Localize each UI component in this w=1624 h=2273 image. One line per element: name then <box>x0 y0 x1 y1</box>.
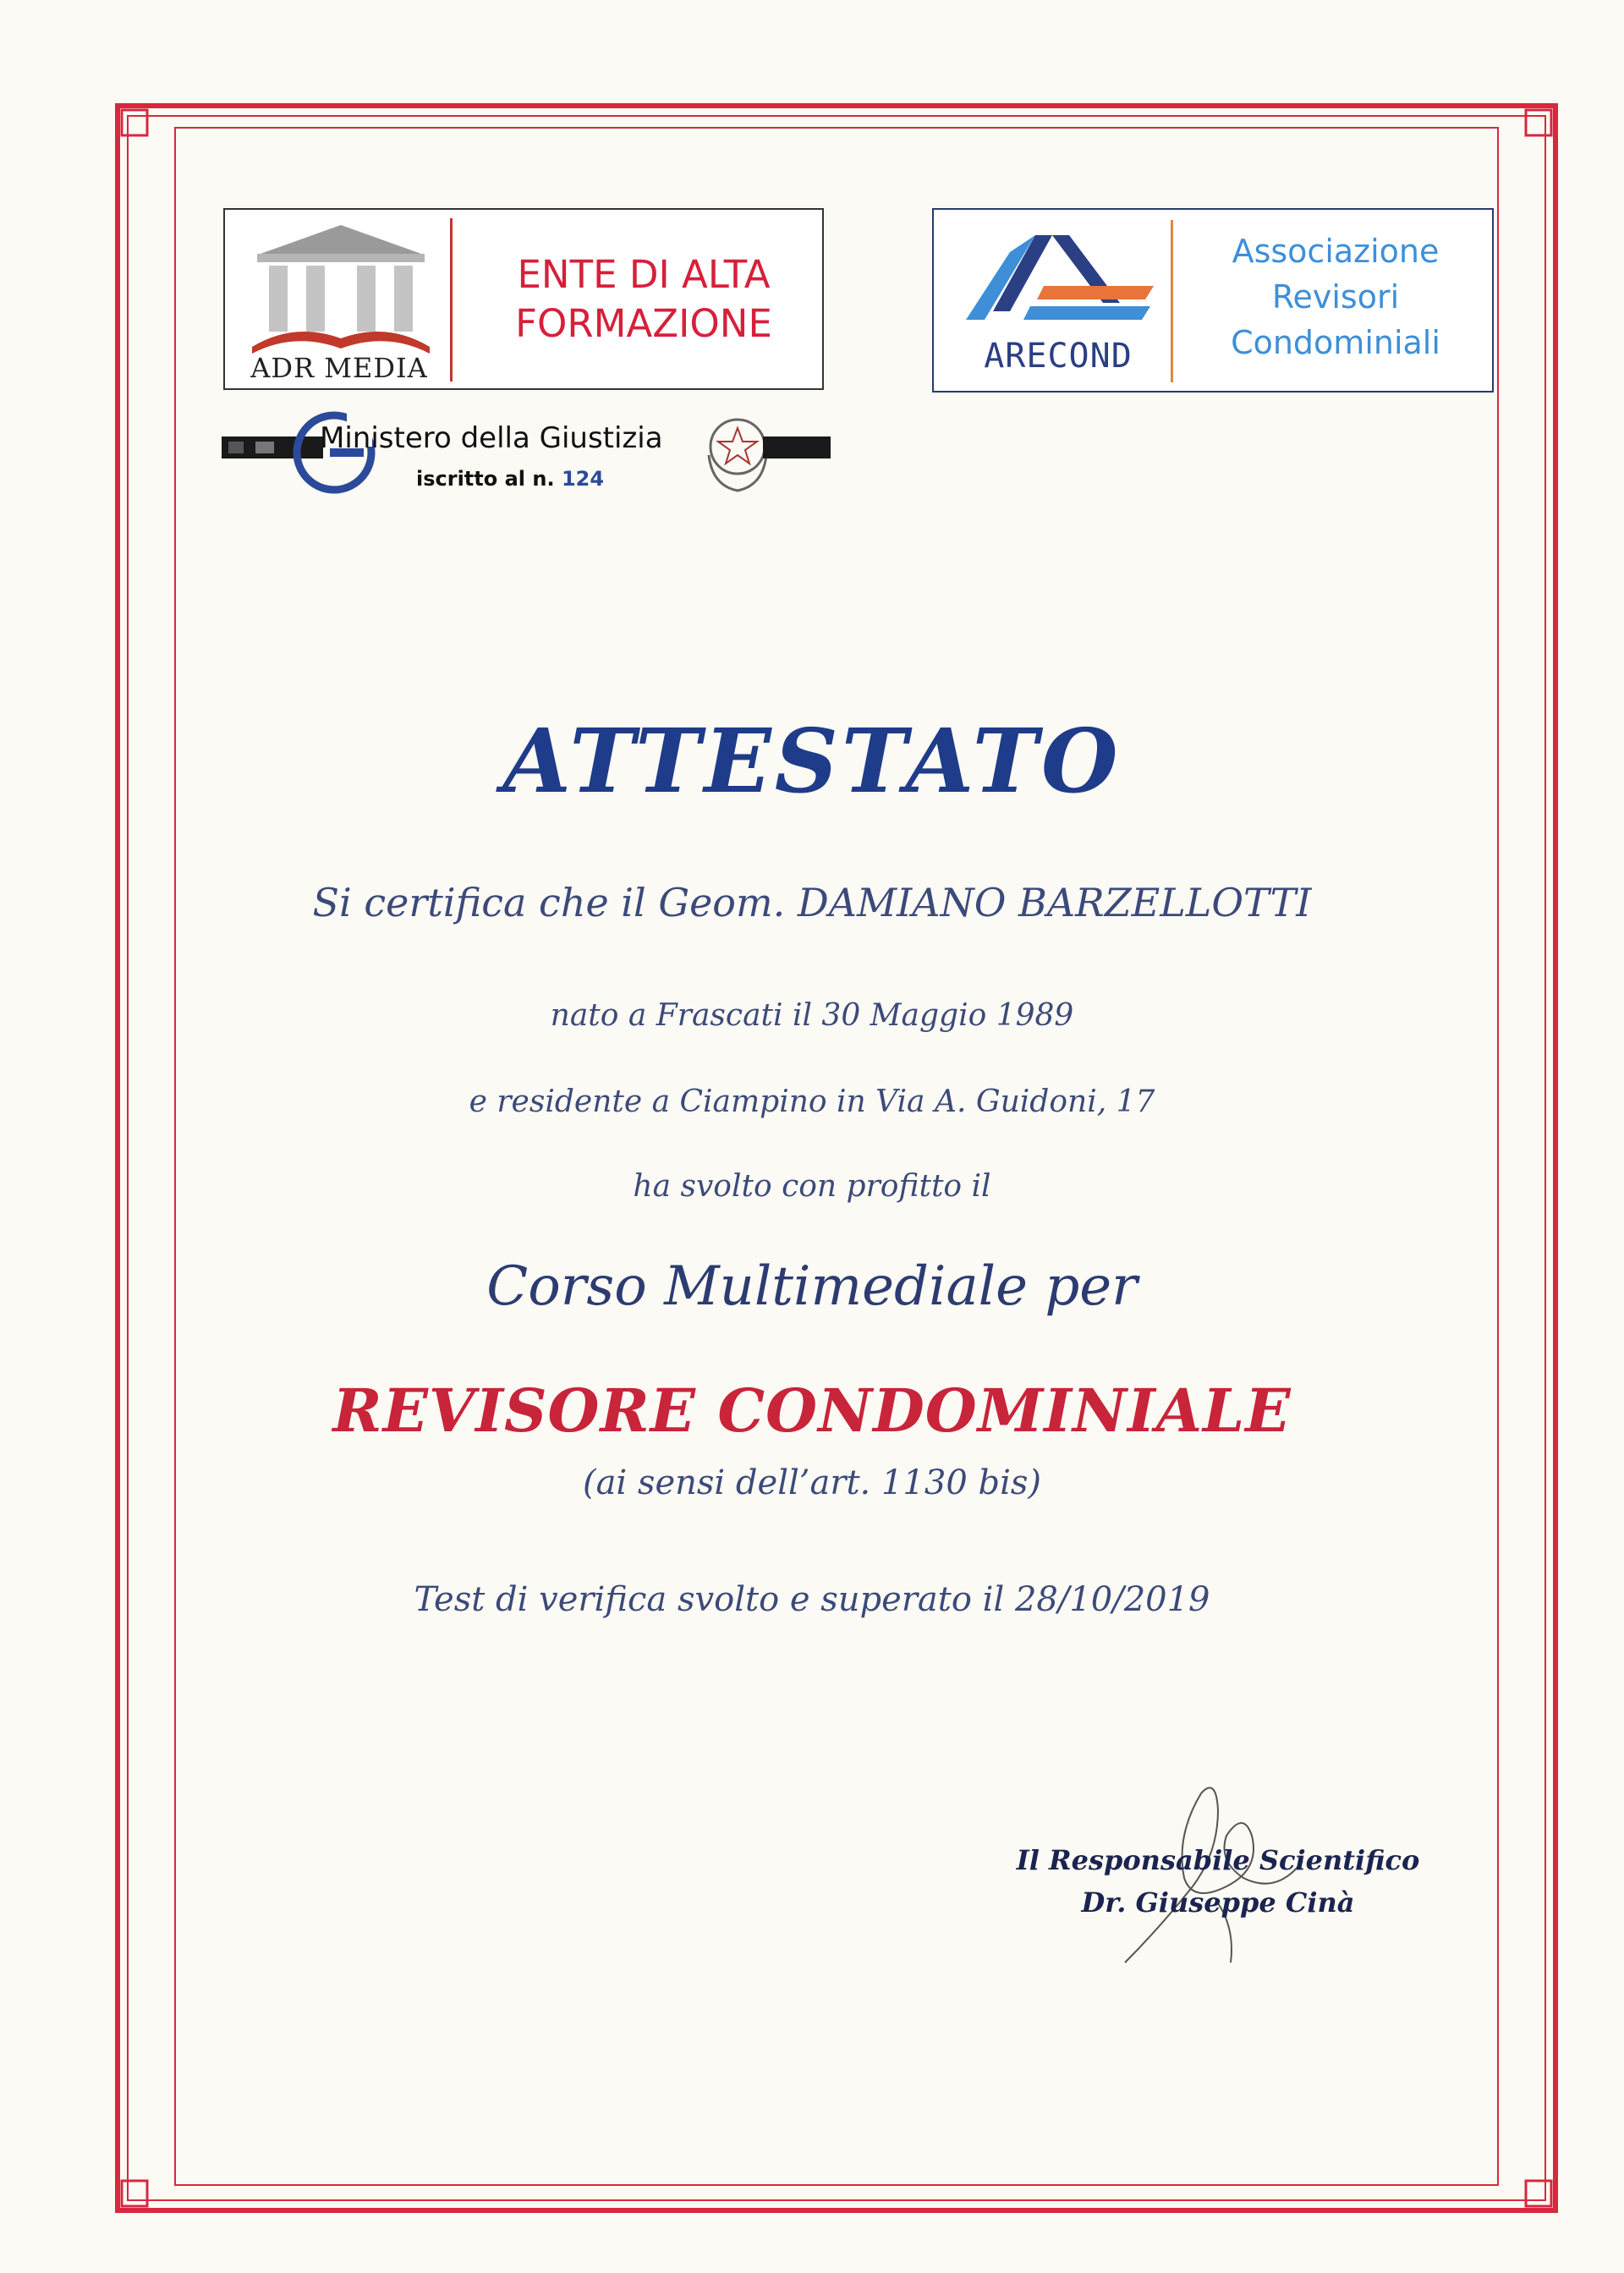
adr-title-line-2: FORMAZIONE <box>515 301 772 346</box>
temple-book-icon <box>244 220 438 355</box>
ministero-registration <box>416 467 604 491</box>
signatory-role: Il Responsabile Scientifico <box>1016 1844 1420 1876</box>
decorative-bar-right <box>763 435 831 460</box>
test-result: Test di verifica svolto e superato il 28/10/2019 <box>414 1580 1210 1619</box>
certificate-title: ATTESTATO <box>502 709 1122 813</box>
registration-label: iscritto al n. <box>416 467 555 491</box>
adr-logo-divider <box>450 218 453 382</box>
frame-corner-ornament-bottom-right <box>1507 2162 1558 2213</box>
course-name: Corso Multimediale per <box>486 1255 1138 1318</box>
adr-logo-title <box>470 250 817 349</box>
completion-text: ha svolto con profitto il <box>633 1169 991 1204</box>
adr-title-line-1: ENTE DI ALTA <box>517 252 771 297</box>
arecond-logo-divider <box>1171 220 1173 382</box>
residence-info: e residente a Ciampino in Via A. Guidoni, 17 <box>469 1084 1155 1119</box>
frame-corner-ornament-top-left <box>115 103 166 154</box>
arecond-title-line-2: Revisori <box>1271 278 1400 316</box>
adr-media-logo <box>223 208 824 390</box>
registration-number: 124 <box>561 467 605 491</box>
arecond-title-line-1: Associazione <box>1232 233 1440 270</box>
frame-corner-ornament-top-right <box>1507 103 1558 154</box>
ministero-name: Ministero della Giustizia <box>320 421 663 455</box>
frame-corner-ornament-bottom-left <box>115 2162 166 2213</box>
law-reference: (ai sensi dell’art. 1130 bis) <box>582 1463 1042 1502</box>
adr-media-caption: ADR MEDIA <box>250 352 428 384</box>
arecond-name: ARECOND <box>984 337 1133 376</box>
qualification-role: REVISORE CONDOMINIALE <box>332 1375 1292 1446</box>
arecond-title <box>1183 228 1488 365</box>
signatory-name: Dr. Giuseppe Cinà <box>1081 1886 1355 1919</box>
arecond-mark-icon <box>959 218 1162 337</box>
arecond-logo <box>932 208 1494 393</box>
arecond-title-line-3: Condominiali <box>1231 324 1440 361</box>
ministero-giustizia-badge <box>222 404 831 506</box>
birth-info: nato a Frascati il 30 Maggio 1989 <box>550 998 1074 1033</box>
certification-statement: Si certifica che il Geom. DAMIANO BARZELLOTTI <box>312 880 1312 925</box>
